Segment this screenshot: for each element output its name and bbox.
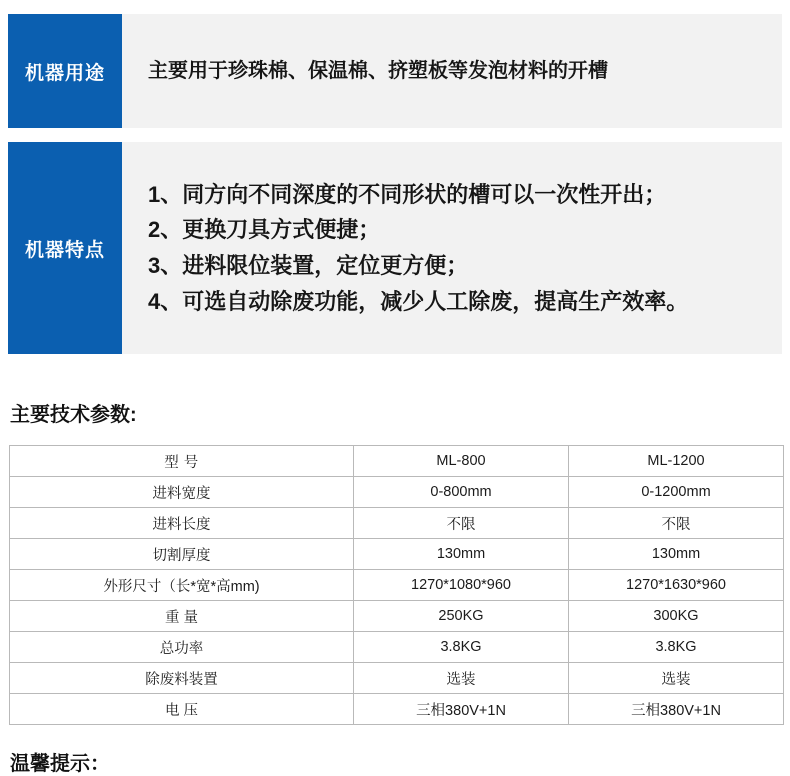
table-cell-label: 进料长度 <box>10 508 354 539</box>
table-cell-value: 300KG <box>569 601 784 632</box>
note-section-title: 温馨提示： <box>10 753 110 775</box>
table-header-row <box>10 446 784 477</box>
table-cell-value: 不限 <box>569 508 784 539</box>
table-header-cell: ML-800 <box>354 446 569 477</box>
table-cell-value: 不限 <box>354 508 569 539</box>
table-cell-value: 选装 <box>354 663 569 694</box>
spec-section-title: 主要技术参数: <box>10 404 137 426</box>
table-cell-label: 除废料装置 <box>10 663 354 694</box>
table-row <box>10 508 784 539</box>
table-cell-label: 重 量 <box>10 601 354 632</box>
table-row <box>10 663 784 694</box>
feature-line-3: 3、进料限位装置，定位更方便； <box>148 253 469 278</box>
feature-line-4: 4、可选自动除废功能，减少人工除废，提高生产效率。 <box>148 288 689 314</box>
product-spec-page <box>0 14 790 775</box>
table-cell-label: 外形尺寸（长*宽*高mm) <box>10 570 354 601</box>
feature-block-features-body <box>122 142 782 354</box>
spec-table <box>9 445 784 725</box>
table-header-cell: ML-1200 <box>569 446 784 477</box>
table-row <box>10 570 784 601</box>
feature-block-usage-label: 机器用途 <box>8 14 122 128</box>
feature-line-1: 1、同方向不同深度的不同形状的槽可以一次性开出； <box>148 181 667 207</box>
table-cell-value: 选装 <box>569 663 784 694</box>
table-row <box>10 632 784 663</box>
table-row <box>10 601 784 632</box>
table-row <box>10 539 784 570</box>
table-cell-value: 0-800mm <box>354 477 569 508</box>
table-row <box>10 477 784 508</box>
table-cell-value: 1270*1630*960 <box>569 570 784 601</box>
table-cell-value: 0-1200mm <box>569 477 784 508</box>
table-cell-value: 1270*1080*960 <box>354 570 569 601</box>
feature-block-features-label: 机器特点 <box>8 142 122 354</box>
table-cell-value: 3.8KG <box>354 632 569 663</box>
table-cell-value: 3.8KG <box>569 632 784 663</box>
table-cell-value: 130mm <box>354 539 569 570</box>
table-cell-value: 130mm <box>569 539 784 570</box>
feature-block-usage-body <box>122 14 782 128</box>
table-cell-label: 切割厚度 <box>10 539 354 570</box>
table-cell-value: 三相380V+1N <box>354 694 569 725</box>
feature-block-usage-line: 主要用于珍珠棉、保温棉、挤塑板等发泡材料的开槽 <box>148 60 608 82</box>
table-header-cell: 型 号 <box>10 446 354 477</box>
table-cell-label: 进料宽度 <box>10 477 354 508</box>
table-cell-value: 三相380V+1N <box>569 694 784 725</box>
feature-line-2: 2、更换刀具方式便捷； <box>148 217 381 243</box>
table-cell-label: 电 压 <box>10 694 354 725</box>
table-cell-value: 250KG <box>354 601 569 632</box>
table-cell-label: 总功率 <box>10 632 354 663</box>
feature-block-usage <box>8 14 782 128</box>
feature-block-features <box>8 142 782 354</box>
table-row <box>10 694 784 725</box>
